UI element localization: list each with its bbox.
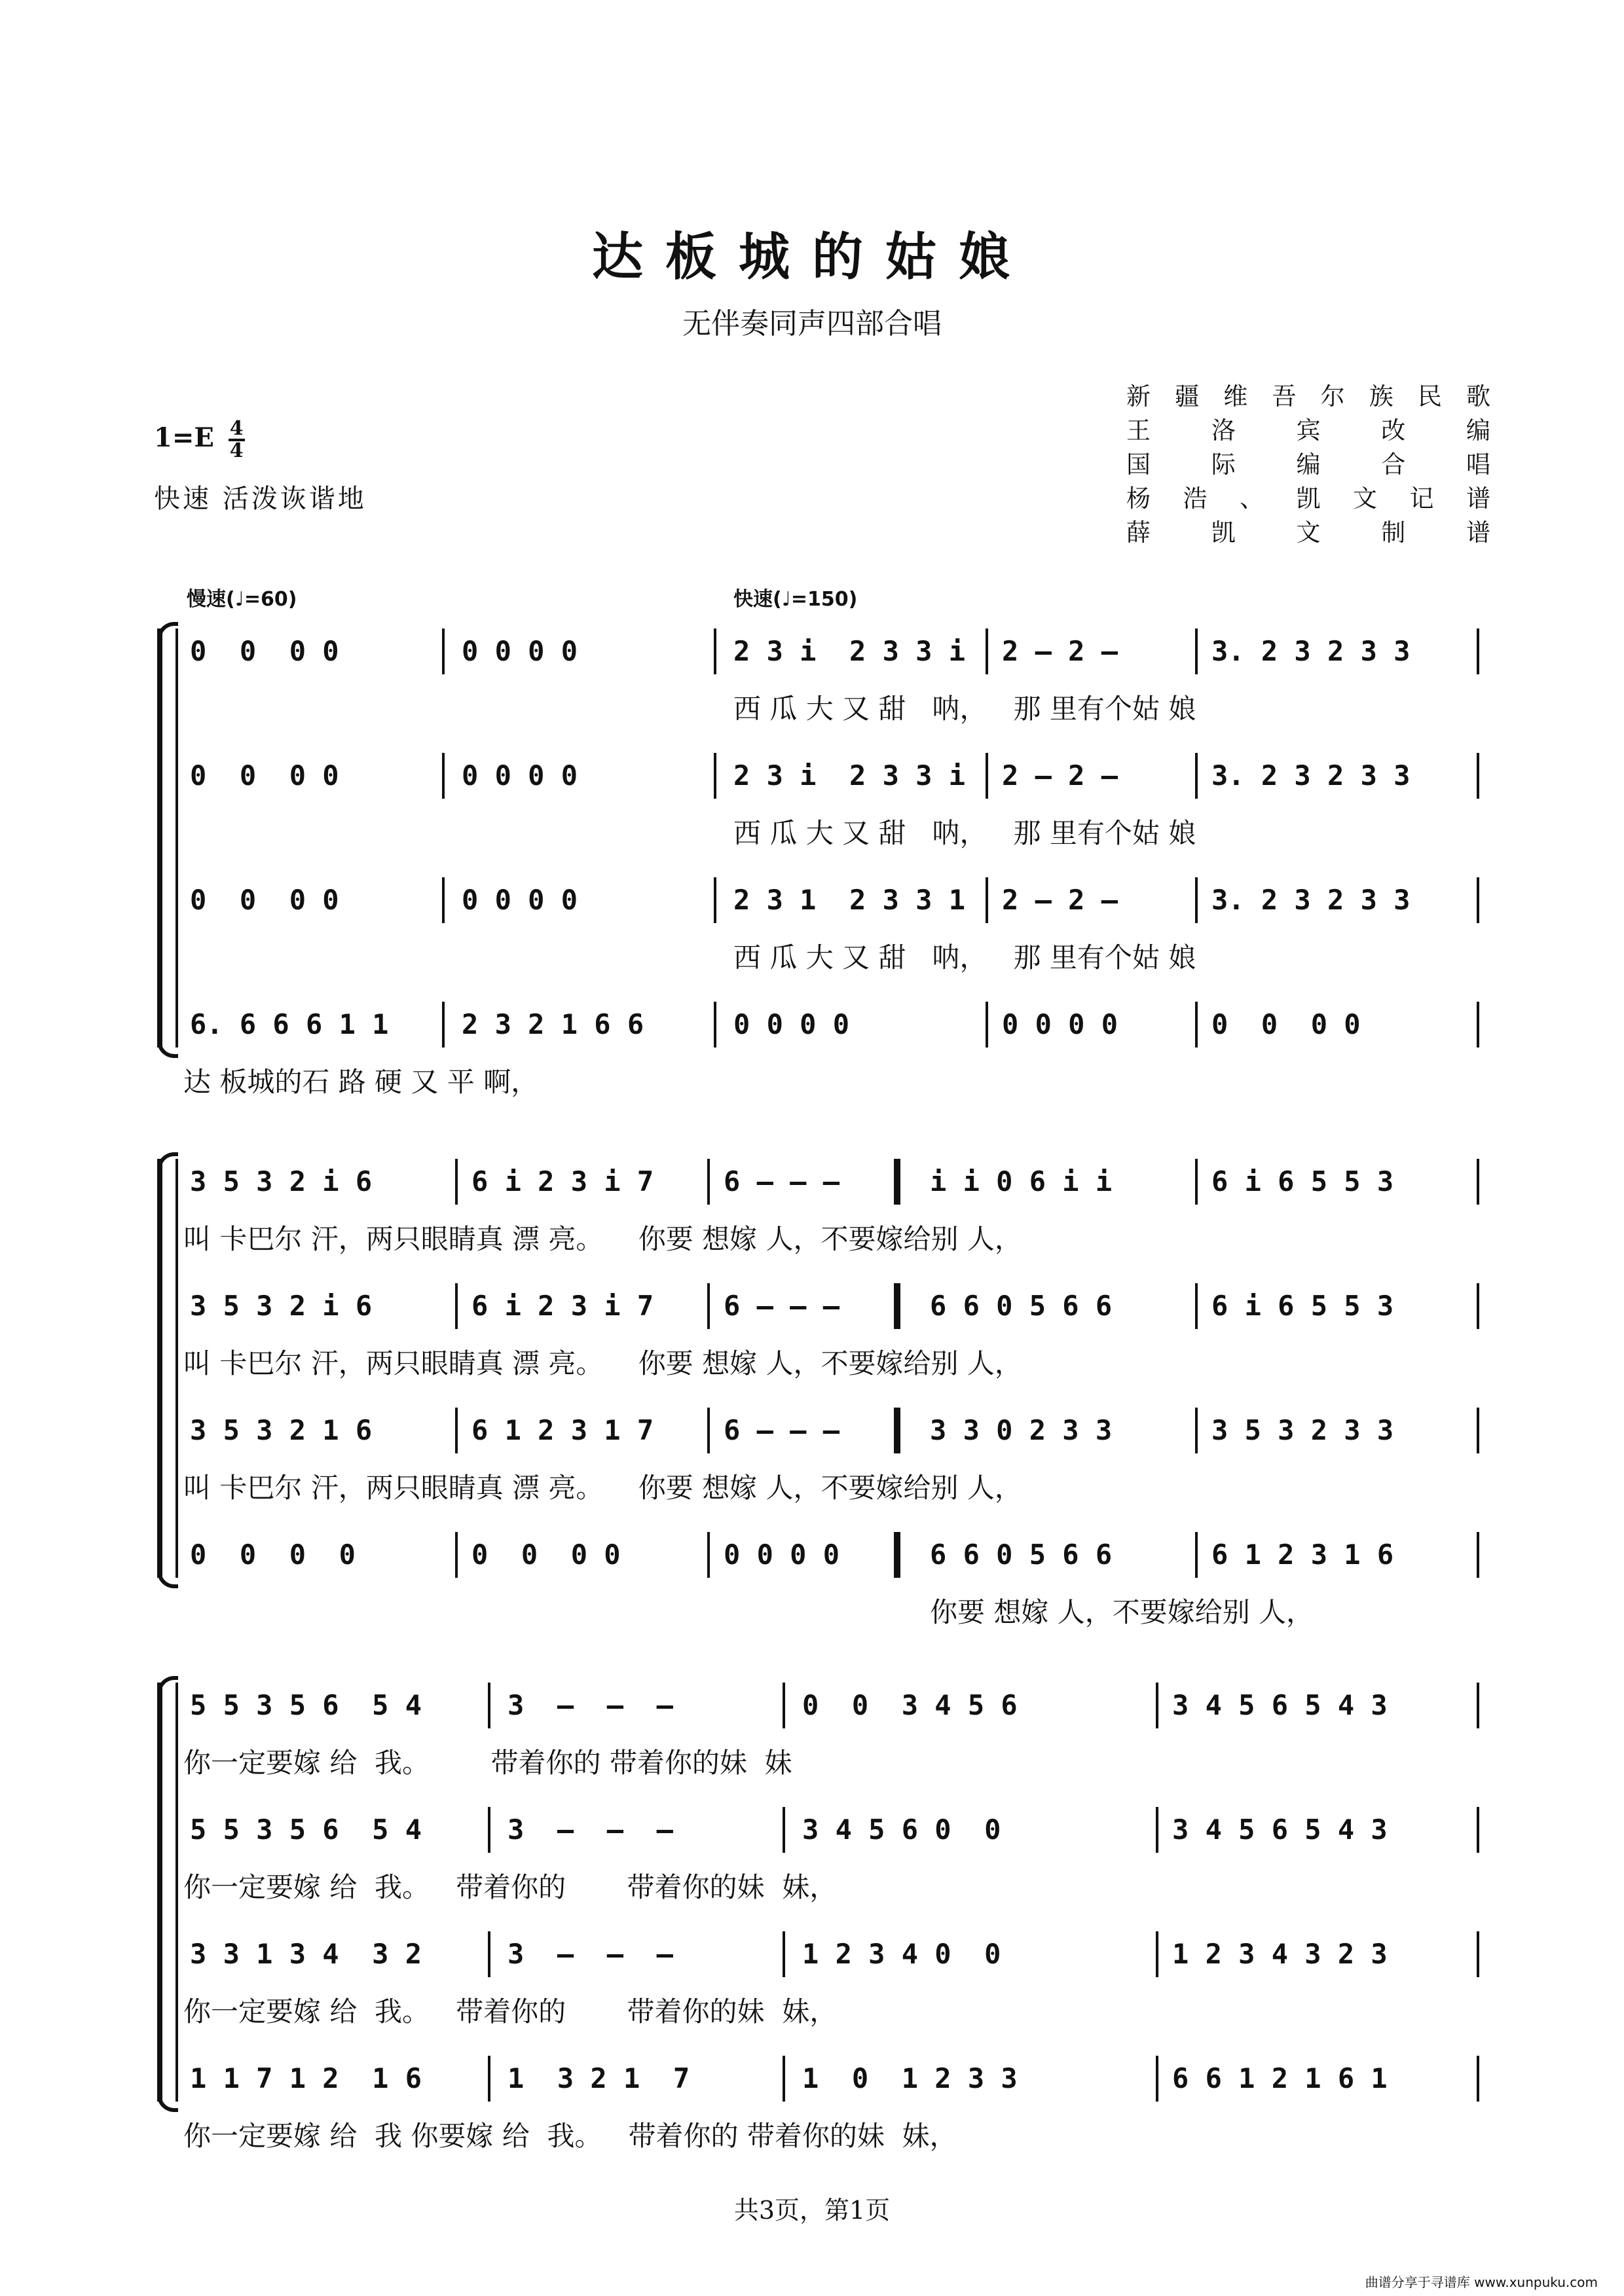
- lyric-line: 叫 卡巴尔 汗，两只眼睛真 漂 亮。 你要 想嫁 人，不要嫁给别 人，: [183, 1472, 1022, 1504]
- barline: [455, 1159, 458, 1205]
- barline: [1477, 2056, 1479, 2102]
- repeat-barline: [894, 1408, 900, 1453]
- page-title: 达板城的姑娘: [591, 227, 1032, 287]
- measure: 0 0 0 0: [471, 1539, 621, 1571]
- barline: [1477, 1159, 1479, 1205]
- lyric-line: 你要 想嫁 人，不要嫁给别 人，: [930, 1596, 1314, 1628]
- lyric-line: 西 瓜 大 又 甜 呐， 那 里有个姑 娘: [733, 941, 1196, 974]
- barline: [488, 1807, 490, 1853]
- repeat-barline: [894, 1532, 900, 1578]
- key-label: 1=E: [154, 422, 214, 453]
- credit-engraver: 薛凯文制谱: [1126, 519, 1493, 547]
- measure: 6 6 0 5 6 6: [930, 1290, 1113, 1322]
- barline: [1195, 629, 1198, 674]
- barline: [442, 877, 445, 923]
- barline: [175, 1683, 178, 2102]
- measure: 6 — — —: [724, 1290, 840, 1322]
- barline: [455, 1408, 458, 1453]
- tempo-fast: 快速(♩=150): [733, 588, 858, 611]
- measure: 6 1 2 3 1 6: [1211, 1539, 1394, 1571]
- measure: 0 0 0 0: [190, 759, 339, 792]
- barline: [1195, 877, 1198, 923]
- measure: 0 0 0 0: [733, 1008, 850, 1040]
- barline: [1195, 753, 1198, 799]
- barline: [783, 2056, 785, 2102]
- barline: [1477, 1002, 1479, 1048]
- barline: [442, 629, 445, 674]
- barline: [1195, 1283, 1198, 1329]
- barline: [1156, 2056, 1158, 2102]
- lyric-line: 叫 卡巴尔 汗，两只眼睛真 漂 亮。 你要 想嫁 人，不要嫁给别 人，: [183, 1223, 1022, 1255]
- measure: i i 0 6 i i: [930, 1165, 1113, 1197]
- measure: 0 0 3 4 5 6: [802, 1689, 1018, 1721]
- barline: [175, 1159, 178, 1578]
- barline: [442, 753, 445, 799]
- measure: 3 — — —: [507, 1938, 673, 1970]
- credit-transcriber: 杨浩、凯文记谱: [1126, 484, 1493, 513]
- barline: [707, 1283, 710, 1329]
- measure: 2 3 i 2 3 3 i: [733, 759, 966, 792]
- tempo-slow: 慢速(♩=60): [187, 588, 297, 611]
- repeat-barline: [894, 1159, 900, 1205]
- measure: 3 3 0 2 3 3: [930, 1414, 1113, 1446]
- measure: 2 — 2 —: [1002, 635, 1118, 667]
- expression-mark: 快速 活泼诙谐地: [154, 484, 367, 514]
- barline: [783, 1807, 785, 1853]
- measure: 0 0 0 0: [190, 635, 339, 667]
- barline: [714, 877, 716, 923]
- barline: [1195, 1159, 1198, 1205]
- barline: [442, 1002, 445, 1048]
- barline: [707, 1532, 710, 1578]
- system-bracket: [157, 629, 162, 1048]
- credit-arranger: 王洛宾改编: [1126, 416, 1493, 445]
- measure: 3 3 1 3 4 3 2: [190, 1938, 422, 1970]
- barline: [707, 1408, 710, 1453]
- credit-origin: 新疆维吾尔族民歌: [1126, 382, 1493, 410]
- measure: 1 3 2 1 7: [507, 2062, 690, 2094]
- barline: [714, 753, 716, 799]
- barline: [1477, 1408, 1479, 1453]
- measure: 6 i 6 5 5 3: [1211, 1165, 1394, 1197]
- measure: 1 2 3 4 0 0: [802, 1938, 1001, 1970]
- watermark-text: 曲谱分享于寻谱库 www.xunpuku.com: [1365, 2274, 1598, 2290]
- measure: 0 0 0 0: [1002, 1008, 1118, 1040]
- measure: 0 0 0 0: [1211, 1008, 1361, 1040]
- barline: [1477, 877, 1479, 923]
- barline: [488, 2056, 490, 2102]
- barline: [455, 1532, 458, 1578]
- barline: [714, 629, 716, 674]
- measure: 5 5 3 5 6 5 4: [190, 1689, 422, 1721]
- measure: 0 0 0 0: [462, 759, 578, 792]
- measure: 0 0 0 0: [724, 1539, 840, 1571]
- measure: 0 0 0 0: [190, 1539, 356, 1571]
- key-signature: [154, 419, 245, 461]
- measure: 2 3 1 2 3 3 1: [733, 884, 966, 916]
- lyric-line: 你一定要嫁 给 我。 带着你的 带着你的妹 妹: [183, 1747, 792, 1779]
- barline: [1195, 1408, 1198, 1453]
- measure: 6 1 2 3 1 7: [471, 1414, 654, 1446]
- barline: [1156, 1807, 1158, 1853]
- page-subtitle: 无伴奏同声四部合唱: [682, 307, 942, 340]
- measure: 3 5 3 2 i 6: [190, 1165, 373, 1197]
- barline: [1477, 753, 1479, 799]
- measure: 3 — — —: [507, 1689, 673, 1721]
- barline: [783, 1931, 785, 1977]
- credit-choral: 国际编合唱: [1126, 450, 1493, 479]
- barline: [986, 877, 988, 923]
- lyric-line: 你一定要嫁 给 我。 带着你的 带着你的妹 妹，: [183, 1995, 838, 2028]
- lyric-line: 西 瓜 大 又 甜 呐， 那 里有个姑 娘: [733, 693, 1196, 725]
- measure: 6 i 2 3 i 7: [471, 1290, 654, 1322]
- barline: [1156, 1683, 1158, 1728]
- time-signature: [229, 419, 245, 461]
- measure: 3 — — —: [507, 1813, 673, 1846]
- measure: 2 — 2 —: [1002, 759, 1118, 792]
- barline: [1477, 1532, 1479, 1578]
- barline: [175, 629, 178, 1048]
- lyric-line: 西 瓜 大 又 甜 呐， 那 里有个姑 娘: [733, 817, 1196, 849]
- lyric-line: 你一定要嫁 给 我。 带着你的 带着你的妹 妹，: [183, 1871, 838, 1903]
- barline: [1195, 1532, 1198, 1578]
- measure: 3 4 5 6 5 4 3: [1172, 1813, 1388, 1846]
- system-bracket: [157, 1683, 162, 2102]
- measure: 6 6 0 5 6 6: [930, 1539, 1113, 1571]
- lyric-line: 叫 卡巴尔 汗，两只眼睛真 漂 亮。 你要 想嫁 人，不要嫁给别 人，: [183, 1347, 1022, 1379]
- measure: 3 5 3 2 1 6: [190, 1414, 373, 1446]
- barline: [1195, 1002, 1198, 1048]
- lyric-line: 达 板城的石 路 硬 又 平 啊，: [183, 1066, 539, 1098]
- measure: 0 0 0 0: [190, 884, 339, 916]
- system-bracket: [157, 1159, 162, 1578]
- barline: [986, 629, 988, 674]
- measure: 1 2 3 4 3 2 3: [1172, 1938, 1388, 1970]
- measure: 1 1 7 1 2 1 6: [190, 2062, 422, 2094]
- barline: [707, 1159, 710, 1205]
- measure: 3. 2 3 2 3 3: [1211, 635, 1411, 667]
- barline: [986, 1002, 988, 1048]
- measure: 6 — — —: [724, 1165, 840, 1197]
- barline: [1477, 629, 1479, 674]
- barline: [1477, 1807, 1479, 1853]
- barline: [783, 1683, 785, 1728]
- measure: 2 — 2 —: [1002, 884, 1118, 916]
- barline: [986, 753, 988, 799]
- measure: 6 — — —: [724, 1414, 840, 1446]
- credits-block: [1126, 380, 1493, 550]
- barline: [714, 1002, 716, 1048]
- measure: 1 0 1 2 3 3: [802, 2062, 1018, 2094]
- repeat-barline: [894, 1283, 900, 1329]
- time-sig-denominator: 4: [229, 439, 244, 462]
- barline: [1156, 1931, 1158, 1977]
- measure: 3. 2 3 2 3 3: [1211, 884, 1411, 916]
- barline: [1477, 1931, 1479, 1977]
- lyric-line: 你一定要嫁 给 我 你要嫁 给 我。 带着你的 带着你的妹 妹，: [183, 2120, 957, 2152]
- measure: 5 5 3 5 6 5 4: [190, 1813, 422, 1846]
- measure: 6 i 6 5 5 3: [1211, 1290, 1394, 1322]
- measure: 3 5 3 2 i 6: [190, 1290, 373, 1322]
- measure: 3 5 3 2 3 3: [1211, 1414, 1394, 1446]
- measure: 6 i 2 3 i 7: [471, 1165, 654, 1197]
- measure: 6 6 1 2 1 6 1: [1172, 2062, 1388, 2094]
- page-number: 共3页，第1页: [733, 2196, 891, 2225]
- measure: 3. 2 3 2 3 3: [1211, 759, 1411, 792]
- barline: [455, 1283, 458, 1329]
- barline: [1477, 1683, 1479, 1728]
- measure: 0 0 0 0: [462, 884, 578, 916]
- barline: [1477, 1283, 1479, 1329]
- time-sig-numerator: 4: [229, 417, 244, 440]
- measure: 0 0 0 0: [462, 635, 578, 667]
- barline: [488, 1931, 490, 1977]
- barline: [488, 1683, 490, 1728]
- measure: 2 3 i 2 3 3 i: [733, 635, 966, 667]
- measure: 3 4 5 6 0 0: [802, 1813, 1001, 1846]
- measure: 6. 6 6 6 1 1: [190, 1008, 389, 1040]
- measure: 3 4 5 6 5 4 3: [1172, 1689, 1388, 1721]
- measure: 2 3 2 1 6 6: [462, 1008, 644, 1040]
